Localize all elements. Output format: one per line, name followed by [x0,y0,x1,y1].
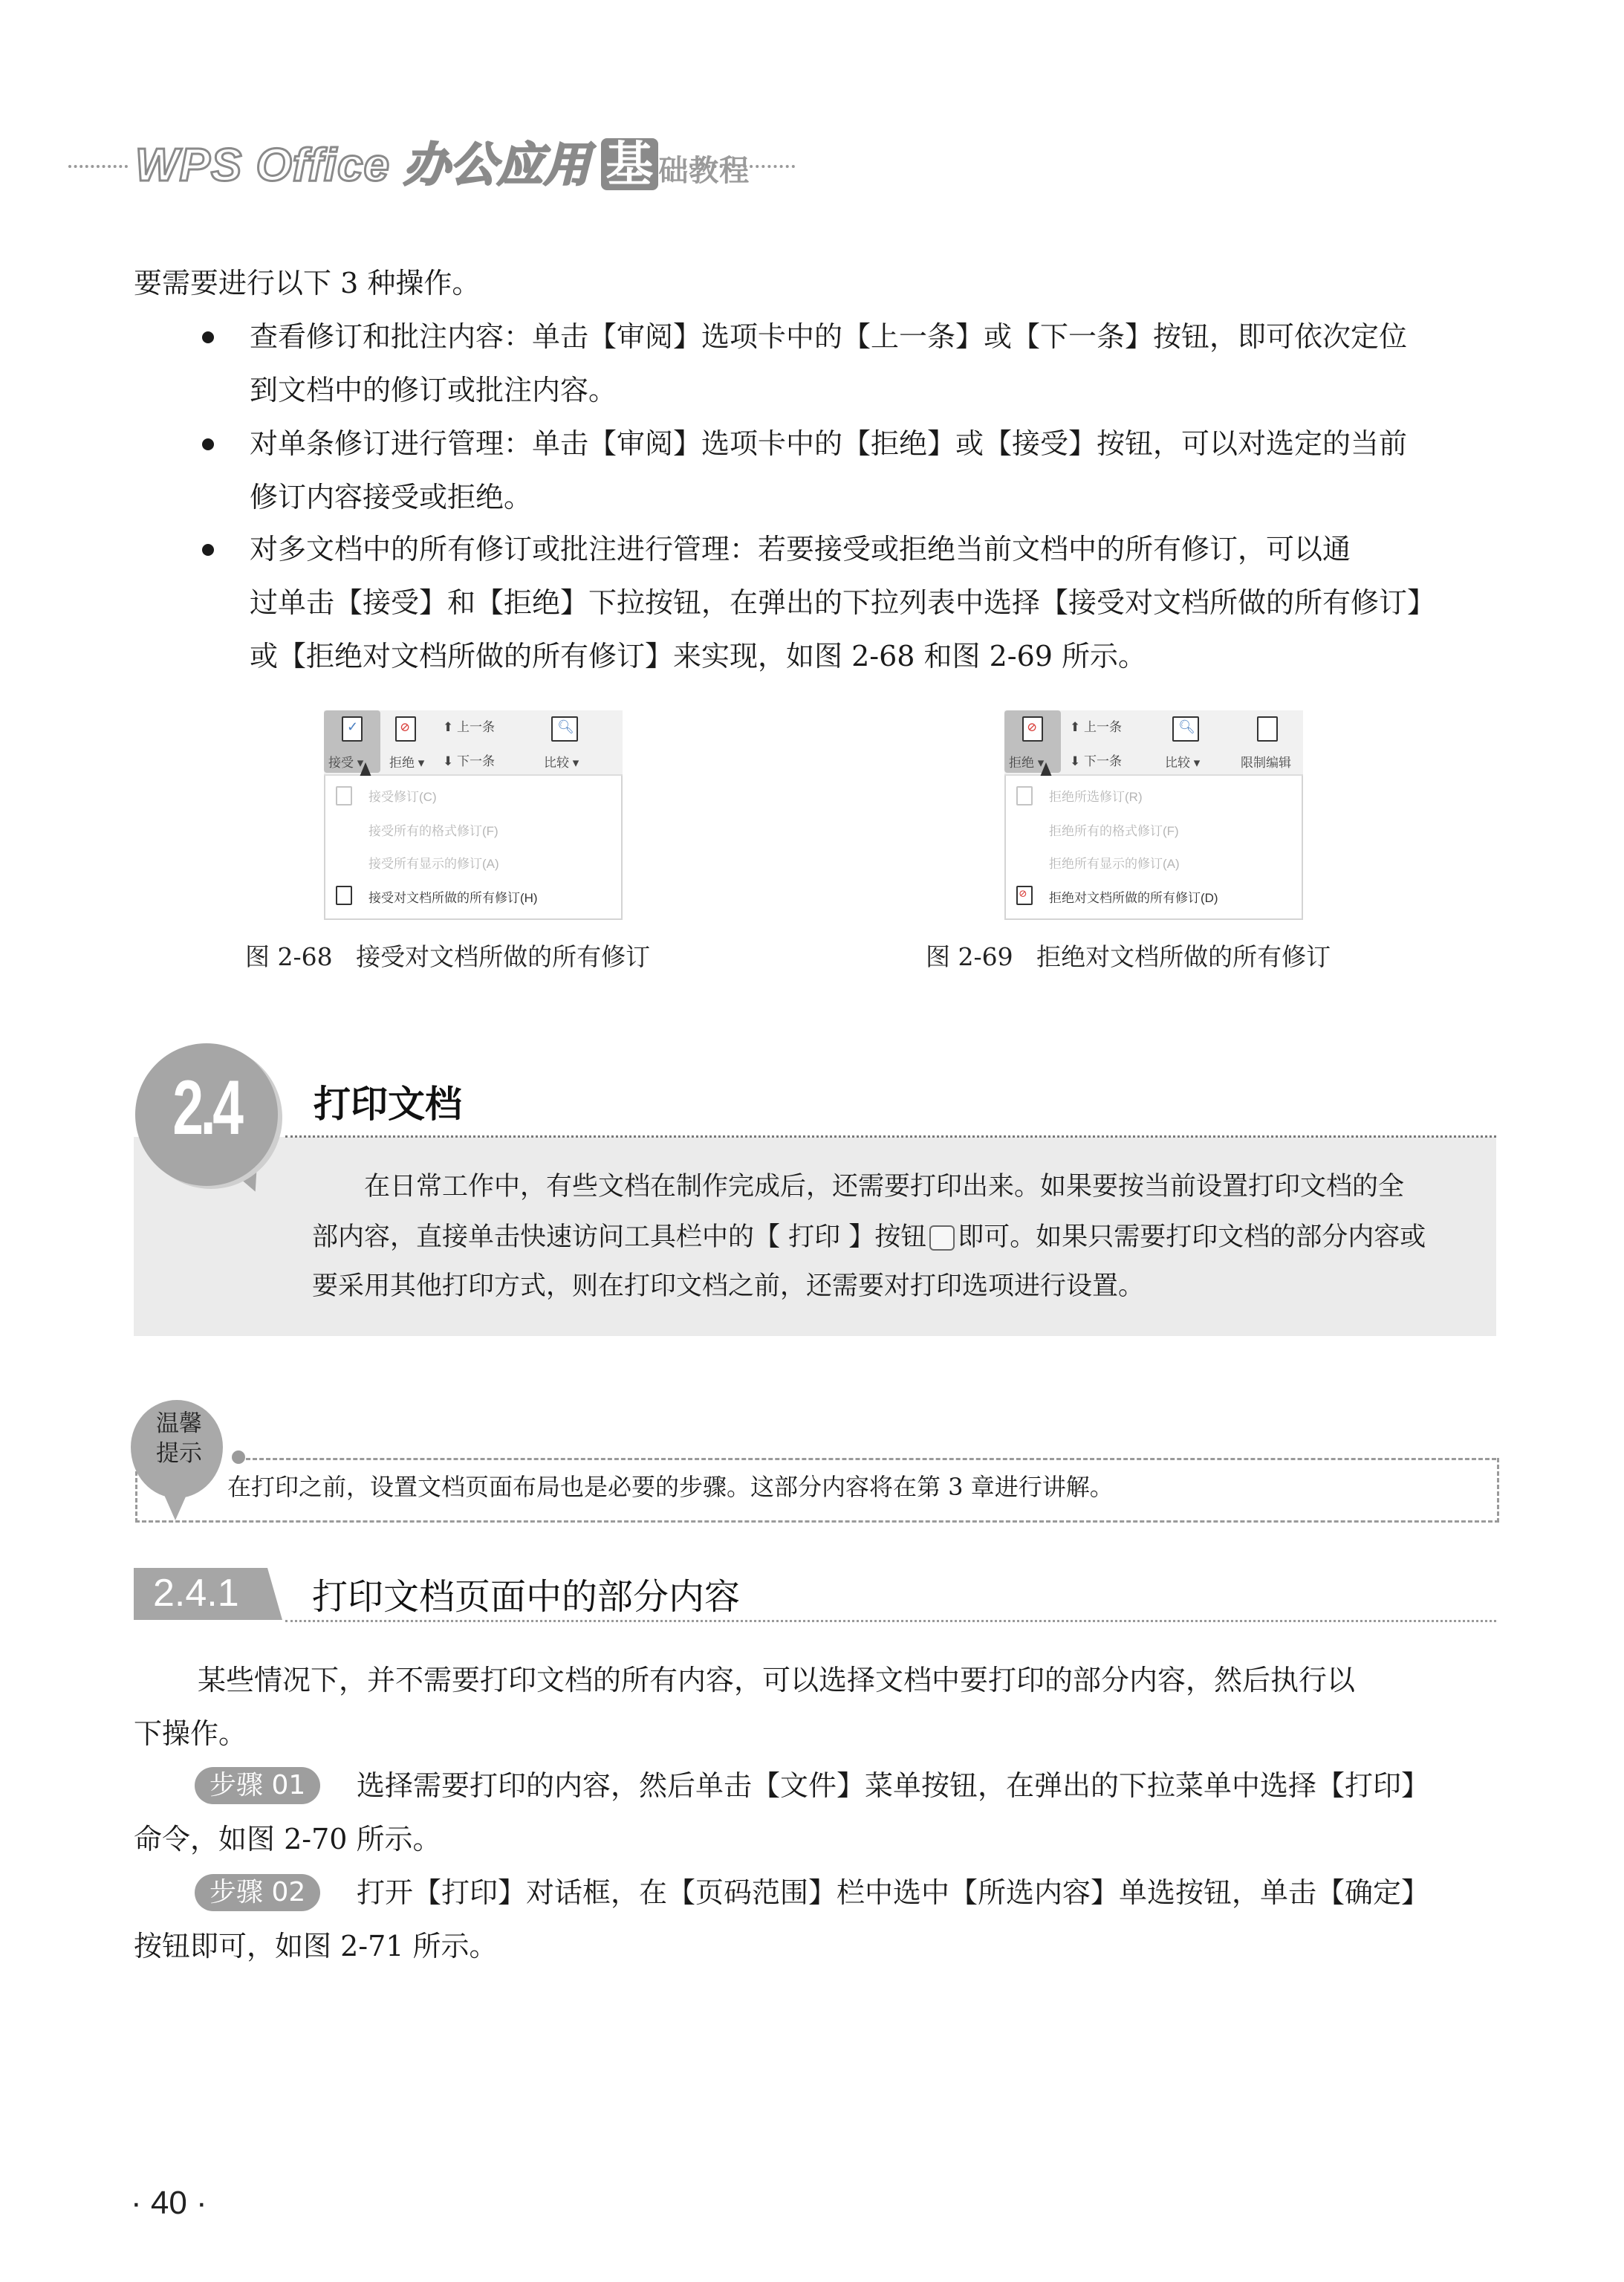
book-subtitle: 础教程 [658,155,750,187]
bullet-1-line-2: 到文档中的修订或批注内容。 [250,374,617,406]
prev-change-button[interactable]: ⬆ 上一条 [1070,720,1122,734]
section-para-line-3: 要采用其他打印方式，则在打印文档之前，还需要对打印选项进行设置。 [312,1271,1145,1301]
tip-top-rule [239,1458,1496,1460]
subsection-number: 2.4.1 [153,1572,239,1615]
subsection-para-line-2: 下操作。 [134,1717,247,1750]
compare-icon: 🔍︎ [551,716,578,742]
compare-dropdown-label[interactable]: 比较 ▾ [1165,756,1201,770]
prev-change-button[interactable]: ⬆ 上一条 [443,720,495,734]
page-number: · 40 · [131,2185,207,2221]
caption-text: 拒绝对文档所做的所有修订 [1036,942,1331,971]
step-01-line-1: 选择需要打印的内容，然后单击【文件】菜单按钮，在弹出的下拉菜单中选择【打印】 [357,1769,1430,1802]
tip-text: 在打印之前，设置文档页面布局也是必要的步骤。这部分内容将在第 3 章进行讲解。 [227,1473,1114,1501]
section-title: 打印文档 [314,1083,462,1126]
figure-reject-menu [1004,710,1303,920]
step-01-badge: 步骤 01 [195,1767,320,1804]
reject-all-icon: ⊘ [1016,886,1033,905]
tip-label-line-2: 提示 [156,1440,202,1467]
reject-doc-icon: ⊘ [1022,716,1043,742]
book-title-latin: WPS Office [135,140,391,191]
book-title [135,138,750,197]
next-change-button[interactable]: ⬇ 下一条 [443,754,495,768]
menu-item-accept-format[interactable]: 接受所有的格式修订(F) [368,824,498,838]
menu-item-reject-all[interactable]: 拒绝对文档所做的所有修订(D) [1049,891,1218,905]
tip-dot [232,1450,245,1464]
subsection-title-rule [285,1620,1496,1622]
section-para-line-1: 在日常工作中，有些文档在制作完成后，还需要打印出来。如果要按当前设置打印文档的全 [364,1172,1405,1202]
figure-2-68-caption [245,938,650,973]
restrict-edit-button[interactable]: 限制编辑 [1241,756,1291,770]
section-para-line-2b: 即可。如果只需要打印文档的部分内容或 [958,1222,1426,1252]
subsection-para-line-1: 某些情况下，并不需要打印文档的所有内容，可以选择文档中要打印的部分内容，然后执行以 [198,1664,1356,1696]
compare-icon: 🔍︎ [1172,716,1199,742]
bullet-1-line-1: 查看修订和批注内容：单击【审阅】选项卡中的【上一条】或【下一条】按钮，即可依次定位 [250,320,1408,353]
bullet-3-line-3: 或【拒绝对文档所做的所有修订】来实现，如图 2-68 和图 2-69 所示。 [250,640,1147,672]
bullet-dot [202,438,214,450]
bullet-dot [202,331,214,343]
book-title-cn: 办公应用 [403,140,591,191]
section-number: 2.4 [172,1065,241,1151]
bullet-3-line-1: 对多文档中的所有修订或批注进行管理：若要接受或拒绝当前文档中的所有修订，可以通 [250,533,1351,565]
tip-label [146,1409,212,1468]
menu-item-reject-selected[interactable]: 拒绝所选修订(R) [1049,790,1143,804]
section-title-rule [285,1135,1496,1138]
figure-2-69-caption [926,938,1331,973]
menu-item-reject-format[interactable]: 拒绝所有的格式修订(F) [1049,824,1179,838]
step-02-line-2: 按钮即可，如图 2-71 所示。 [134,1930,498,1962]
header-rule-left [68,165,128,168]
step-02-badge: 步骤 02 [195,1874,320,1911]
bullet-3-line-2: 过单击【接受】和【拒绝】下拉按钮，在弹出的下拉列表中选择【接受对文档所做的所有修订】 [250,586,1436,619]
menu-item-accept-all[interactable]: 接受对文档所做的所有修订(H) [368,891,538,905]
reject-dropdown-label[interactable]: 拒绝 ▾ [1009,756,1045,770]
bullet-2-line-2: 修订内容接受或拒绝。 [250,481,533,513]
compare-dropdown-label[interactable]: 比较 ▾ [544,756,579,770]
caption-text: 接受对文档所做的所有修订 [356,942,651,971]
print-icon [929,1225,955,1251]
bullet-2-line-1: 对单条修订进行管理：单击【审阅】选项卡中的【拒绝】或【接受】按钮，可以对选定的当前 [250,427,1408,460]
section-para-line-2 [312,1219,1426,1256]
accept-change-icon [336,786,352,805]
step-01-line-2: 命令，如图 2-70 所示。 [134,1823,441,1855]
header-rule-right [683,165,795,168]
figure-accept-menu [324,710,623,920]
caption-number: 图 2-68 [245,942,333,971]
section-para-line-2a: 部内容，直接单击快速访问工具栏中的【 打印 】按钮 [312,1222,927,1252]
reject-dropdown-label[interactable]: 拒绝 ▾ [389,756,425,770]
step-02-line-1: 打开【打印】对话框，在【页码范围】栏中选中【所选内容】单选按钮，单击【确定】 [357,1876,1430,1909]
menu-item-accept-change[interactable]: 接受修订(C) [368,790,437,804]
restrict-edit-lock-icon [1257,716,1278,742]
reject-dropdown-menu [1004,776,1303,920]
reject-selected-icon [1016,786,1033,805]
accept-all-icon [336,886,352,905]
accept-doc-icon: ✓ [342,716,363,742]
intro-line: 要需要进行以下 3 种操作。 [134,267,481,299]
reject-doc-icon: ⊘ [395,716,416,742]
menu-item-reject-shown[interactable]: 拒绝所有显示的修订(A) [1049,857,1180,871]
accept-dropdown-label[interactable]: 接受 ▾ [328,756,364,770]
caption-number: 图 2-69 [926,942,1013,971]
next-change-button[interactable]: ⬇ 下一条 [1070,754,1122,768]
accept-dropdown-menu [324,776,623,920]
subsection-title: 打印文档页面中的部分内容 [312,1576,741,1618]
bullet-dot [202,544,214,556]
menu-item-accept-shown[interactable]: 接受所有显示的修订(A) [368,857,499,871]
tip-label-line-1: 温馨 [156,1410,202,1437]
book-title-badge: 基 [601,138,658,190]
